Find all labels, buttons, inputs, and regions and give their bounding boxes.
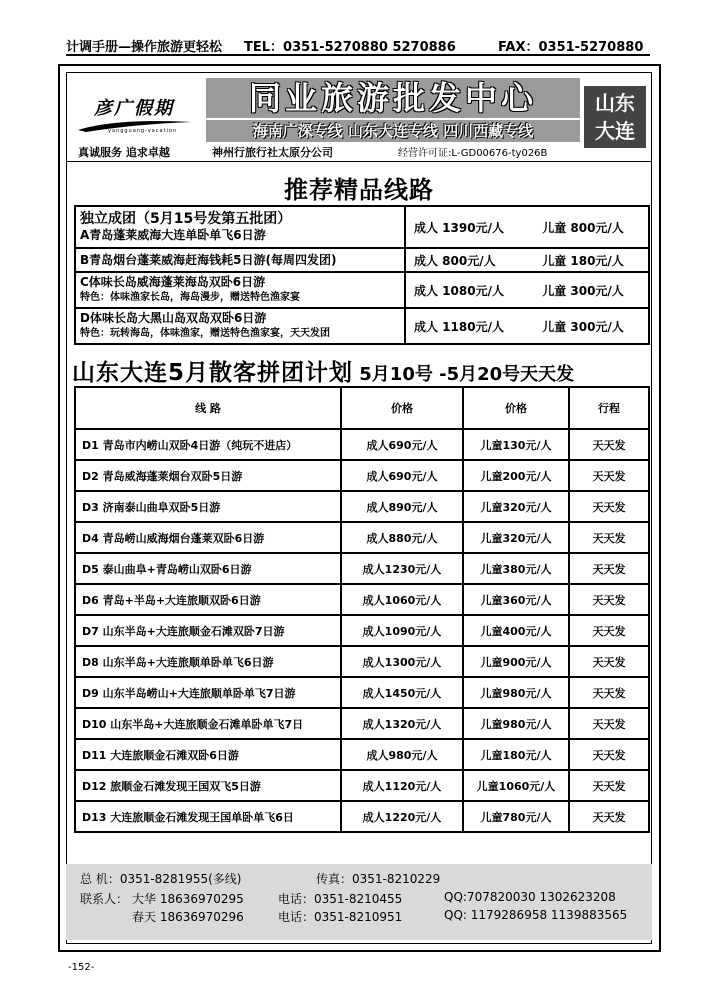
- schedule-cell: 天天发: [569, 460, 649, 491]
- schedule-cell: 天天发: [569, 801, 649, 832]
- schedule-table: [74, 386, 650, 833]
- adult-price-cell: 成人880元/人: [341, 522, 463, 553]
- page-number: -152-: [68, 962, 95, 973]
- table-row: [75, 615, 649, 646]
- featured-child-price: 儿童 800元/人: [542, 220, 624, 235]
- adult-price-cell: 成人1320元/人: [341, 708, 463, 739]
- adult-price-cell: 成人1230元/人: [341, 553, 463, 584]
- top-bar: [66, 34, 650, 56]
- table-row: [75, 584, 649, 615]
- featured-adult-price: 成人 1180元/人: [414, 319, 504, 334]
- route-cell: D4 青岛崂山威海烟台蓬莱双卧6日游: [75, 522, 341, 553]
- contact-label: 联系人：: [80, 892, 129, 906]
- adult-price-cell: 成人1220元/人: [341, 801, 463, 832]
- schedule-cell: 天天发: [569, 553, 649, 584]
- featured-child-price: 儿童 300元/人: [542, 319, 624, 334]
- child-price-cell: 儿童380元/人: [463, 553, 569, 584]
- child-price-cell: 儿童780元/人: [463, 801, 569, 832]
- featured-table: [74, 205, 650, 345]
- table-row: [75, 460, 649, 491]
- main-phone: 总 机：0351-8281955(多线): [80, 872, 242, 886]
- schedule-cell: 天天发: [569, 615, 649, 646]
- child-price-cell: 儿童980元/人: [463, 708, 569, 739]
- child-price-cell: 儿童200元/人: [463, 460, 569, 491]
- header-price-child: 价格: [463, 387, 569, 429]
- banner-lines: 海南广深专线 山东大连专线 四川西藏专线: [206, 120, 580, 142]
- contact2-tel: 电话：0351-8210951: [278, 910, 403, 924]
- header-schedule: 行程: [569, 387, 649, 429]
- table-row: [75, 491, 649, 522]
- featured-row: [75, 308, 649, 344]
- route-cell: D10 山东半岛+大连旅顺金石滩单卧单飞7日: [75, 708, 341, 739]
- top-slogan: 计调手册—操作旅游更轻松: [66, 40, 223, 55]
- schedule-cell: 天天发: [569, 429, 649, 460]
- banner-company: 神州行旅行社太原分公司: [212, 146, 333, 159]
- banner-title: 同业旅游批发中心: [206, 78, 580, 118]
- adult-price-cell: 成人690元/人: [341, 460, 463, 491]
- table-row: [75, 801, 649, 832]
- schedule-cell: 天天发: [569, 739, 649, 770]
- route-cell: D3 济南泰山曲阜双卧5日游: [75, 491, 341, 522]
- logo-url: yangguang-vacation: [108, 128, 178, 134]
- contact-footer: [66, 864, 652, 940]
- route-cell: D13 大连旅顺金石滩发现王国单卧单飞6日: [75, 801, 341, 832]
- schedule-cell: 天天发: [569, 708, 649, 739]
- adult-price-cell: 成人1300元/人: [341, 646, 463, 677]
- contact2-name-phone: 春天 18636970296: [132, 910, 244, 924]
- banner-license: 经营许可证:L-GD00676-ty026B: [398, 148, 548, 159]
- featured-route-line1: D体味长岛大黑山岛双岛双卧6日游: [80, 311, 267, 325]
- table-row: [75, 677, 649, 708]
- adult-price-cell: 成人1090元/人: [341, 615, 463, 646]
- table-row: [75, 739, 649, 770]
- schedule-title: [72, 354, 652, 387]
- featured-title: 推荐精品线路: [284, 176, 434, 204]
- featured-row: [75, 206, 649, 248]
- child-price-cell: 儿童360元/人: [463, 584, 569, 615]
- route-cell: D7 山东半岛+大连旅顺金石滩双卧7日游: [75, 615, 341, 646]
- header-route: 线 路: [75, 387, 341, 429]
- featured-route-line1: C体味长岛威海蓬莱海岛双卧6日游: [80, 275, 266, 289]
- table-row: [75, 429, 649, 460]
- top-fax: FAX：0351-5270880: [498, 40, 644, 55]
- adult-price-cell: 成人1450元/人: [341, 677, 463, 708]
- table-row: [75, 646, 649, 677]
- child-price-cell: 儿童1060元/人: [463, 770, 569, 801]
- logo-name: 彦广假期: [94, 98, 174, 119]
- schedule-cell: 天天发: [569, 770, 649, 801]
- featured-route-line1: 独立成团（5月15号发第五批团）: [80, 211, 292, 227]
- route-cell: D5 泰山曲阜+青岛崂山双卧6日游: [75, 553, 341, 584]
- contact2-qq: QQ: 1179286958 1139883565: [444, 908, 628, 922]
- route-cell: D9 山东半岛崂山+大连旅顺单卧单飞7日游: [75, 677, 341, 708]
- child-price-cell: 儿童320元/人: [463, 522, 569, 553]
- schedule-title-main: 山东大连5月散客拼团计划: [72, 360, 354, 386]
- header-banner: [66, 72, 652, 162]
- featured-route-line2: A青岛蓬莱威海大连单卧单飞6日游: [80, 228, 266, 242]
- route-cell: D11 大连旅顺金石滩双卧6日游: [75, 739, 341, 770]
- child-price-cell: 儿童980元/人: [463, 677, 569, 708]
- featured-route-line1: B青岛烟台蓬莱威海赶海钱耗5日游(每周四发团): [80, 253, 337, 267]
- region-line2: 大连: [595, 119, 635, 143]
- schedule-cell: 天天发: [569, 491, 649, 522]
- featured-route-line2: 特色：玩转海岛，体味渔家，赠送特色渔家宴，天天发团: [80, 328, 330, 339]
- table-row: [75, 770, 649, 801]
- route-cell: D12 旅顺金石滩发现王国双飞5日游: [75, 770, 341, 801]
- company-logo: [70, 78, 200, 160]
- adult-price-cell: 成人690元/人: [341, 429, 463, 460]
- child-price-cell: 儿童900元/人: [463, 646, 569, 677]
- schedule-cell: 天天发: [569, 584, 649, 615]
- schedule-cell: 天天发: [569, 522, 649, 553]
- adult-price-cell: 成人890元/人: [341, 491, 463, 522]
- schedule-cell: 天天发: [569, 646, 649, 677]
- featured-adult-price: 成人 800元/人: [414, 253, 496, 268]
- adult-price-cell: 成人980元/人: [341, 739, 463, 770]
- featured-route-line2: 特色：体味渔家长岛，海岛漫步，赠送特色渔家宴: [80, 292, 300, 303]
- child-price-cell: 儿童400元/人: [463, 615, 569, 646]
- footer-fax: 传真：0351-8210229: [316, 872, 441, 886]
- route-cell: D1 青岛市内崂山双卧4日游（纯玩不进店）: [75, 429, 341, 460]
- adult-price-cell: 成人1060元/人: [341, 584, 463, 615]
- featured-adult-price: 成人 1390元/人: [414, 220, 504, 235]
- featured-row: [75, 248, 649, 272]
- child-price-cell: 儿童320元/人: [463, 491, 569, 522]
- featured-row: [75, 272, 649, 308]
- child-price-cell: 儿童130元/人: [463, 429, 569, 460]
- header-price-adult: 价格: [341, 387, 463, 429]
- route-cell: D8 山东半岛+大连旅顺单卧单飞6日游: [75, 646, 341, 677]
- contact1-tel: 电话：0351-8210455: [278, 892, 403, 906]
- featured-child-price: 儿童 180元/人: [542, 253, 624, 268]
- schedule-header-row: [75, 387, 649, 429]
- child-price-cell: 儿童180元/人: [463, 739, 569, 770]
- schedule-cell: 天天发: [569, 677, 649, 708]
- region-badge: [584, 86, 646, 148]
- table-row: [75, 522, 649, 553]
- schedule-title-dates: 5月10号 -5月20号天天发: [353, 364, 575, 385]
- top-tel: TEL：0351-5270880 5270886: [244, 40, 456, 55]
- contact1-name-phone: 大华 18636970295: [132, 892, 244, 906]
- route-cell: D2 青岛威海蓬莱烟台双卧5日游: [75, 460, 341, 491]
- adult-price-cell: 成人1120元/人: [341, 770, 463, 801]
- logo-slogan: 真诚服务 追求卓越: [78, 146, 170, 159]
- featured-adult-price: 成人 1080元/人: [414, 283, 504, 298]
- route-cell: D6 青岛+半岛+大连旅顺双卧6日游: [75, 584, 341, 615]
- contact1-qq: QQ:707820030 1302623208: [444, 890, 616, 904]
- featured-child-price: 儿童 300元/人: [542, 283, 624, 298]
- table-row: [75, 708, 649, 739]
- table-row: [75, 553, 649, 584]
- region-line1: 山东: [595, 91, 635, 115]
